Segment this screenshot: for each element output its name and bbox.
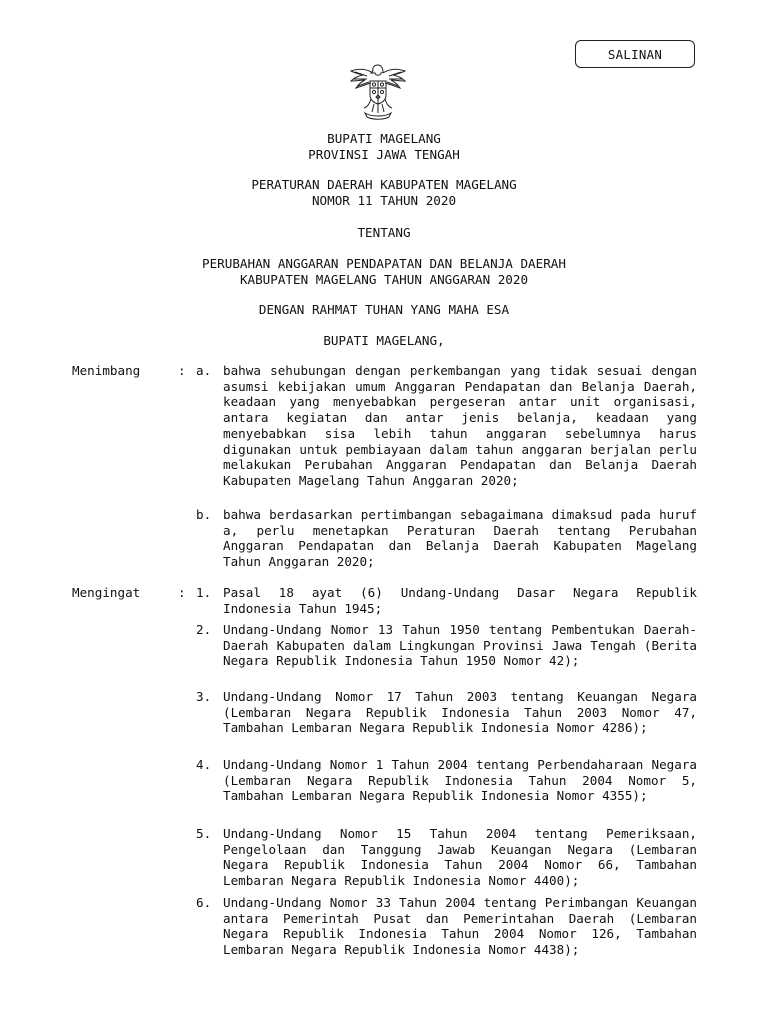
item-text: Undang-Undang Nomor 1 Tahun 2004 tentang Perbendaharaan Negara (Lembaran Negara Republik Indonesia Tahun 2004 Nomor 5, Tambahan Lembaran Negara Republik Indonesia Nomor 4355); <box>223 757 697 804</box>
regulation-number: NOMOR 11 TAHUN 2020 <box>311 193 457 208</box>
item-number: 5. <box>196 826 212 841</box>
item-number: 6. <box>196 895 212 910</box>
regent-title: BUPATI MAGELANG <box>327 131 441 146</box>
item-text: bahwa berdasarkan pertimbangan sebagaimana dimaksud pada huruf a, perlu menetapkan Peraturan Daerah tentang Perubahan Anggaran Pendapatan dan Belanja Daerah Kabupaten Magelang Tahun Anggaran 2020; <box>223 507 697 570</box>
item-number: a. <box>196 363 212 378</box>
province-title: PROVINSI JAWA TENGAH <box>308 147 460 162</box>
item-number: b. <box>196 507 212 522</box>
subject-block <box>0 256 768 288</box>
tentang-label: TENTANG <box>357 225 411 240</box>
item-text: Pasal 18 ayat (6) Undang-Undang Dasar Negara Republik Indonesia Tahun 1945; <box>223 585 697 616</box>
item-text: Undang-Undang Nomor 15 Tahun 2004 tentang Pemeriksaan, Pengelolaan dan Tanggung Jawab Keuangan Negara (Lembaran Negara Republik Indonesia Tahun 2004 Nomor 66, Tambahan Lembaran Negara Republik Indonesia Nomor 4400); <box>223 826 697 889</box>
garuda-emblem-icon <box>347 59 409 123</box>
item-text: Undang-Undang Nomor 13 Tahun 1950 tentang Pembentukan Daerah-Daerah Kabupaten dalam Lingkungan Provinsi Jawa Tengah (Berita Negara Republik Indonesia Tahun 1950 Nomor 42); <box>223 622 697 669</box>
title-block <box>0 131 768 163</box>
subject-line-2: KABUPATEN MAGELANG TAHUN ANGGARAN 2020 <box>239 272 529 287</box>
menimbang-label: Menimbang <box>72 363 141 378</box>
mengingat-colon: : <box>178 585 186 600</box>
subject-line-1: PERUBAHAN ANGGARAN PENDAPATAN DAN BELANJA DAERAH <box>202 256 566 271</box>
regulation-block <box>0 177 768 209</box>
item-number: 2. <box>196 622 212 637</box>
item-text: bahwa sehubungan dengan perkembangan yang tidak sesuai dengan asumsi kebijakan umum Anggaran Pendapatan dan Belanja Daerah, keadaan yang menyebabkan pergeseran antar unit organisasi, antara kegiatan dan antar jenis belanja, keadaan yang menyebabkan sisa lebih tahun anggaran sebelumnya harus digunakan untuk pembiayaan dalam tahun anggaran berjalan perlu melakukan Perubahan Anggaran Pendapatan dan Belanja Daerah Kabupaten Magelang Tahun Anggaran 2020; <box>223 363 697 488</box>
item-number: 1. <box>196 585 212 600</box>
item-number: 3. <box>196 689 212 704</box>
salinan-stamp: SALINAN <box>575 40 695 68</box>
item-number: 4. <box>196 757 212 772</box>
regent-salutation: BUPATI MAGELANG, <box>323 333 445 348</box>
regulation-title: PERATURAN DAERAH KABUPATEN MAGELANG <box>251 177 517 192</box>
menimbang-colon: : <box>178 363 186 378</box>
item-text: Undang-Undang Nomor 17 Tahun 2003 tentang Keuangan Negara (Lembaran Negara Republik Indonesia Tahun 2003 Nomor 47, Tambahan Lembaran Negara Republik Indonesia Nomor 4286); <box>223 689 697 736</box>
invocation: DENGAN RAHMAT TUHAN YANG MAHA ESA <box>258 302 510 317</box>
item-text: Undang-Undang Nomor 33 Tahun 2004 tentang Perimbangan Keuangan antara Pemerintah Pusat dan Pemerintahan Daerah (Lembaran Negara Republik Indonesia Tahun 2004 Nomor 126, Tambahan Lembaran Negara Republik Indonesia Nomor 4438); <box>223 895 697 958</box>
mengingat-label: Mengingat <box>72 585 141 600</box>
